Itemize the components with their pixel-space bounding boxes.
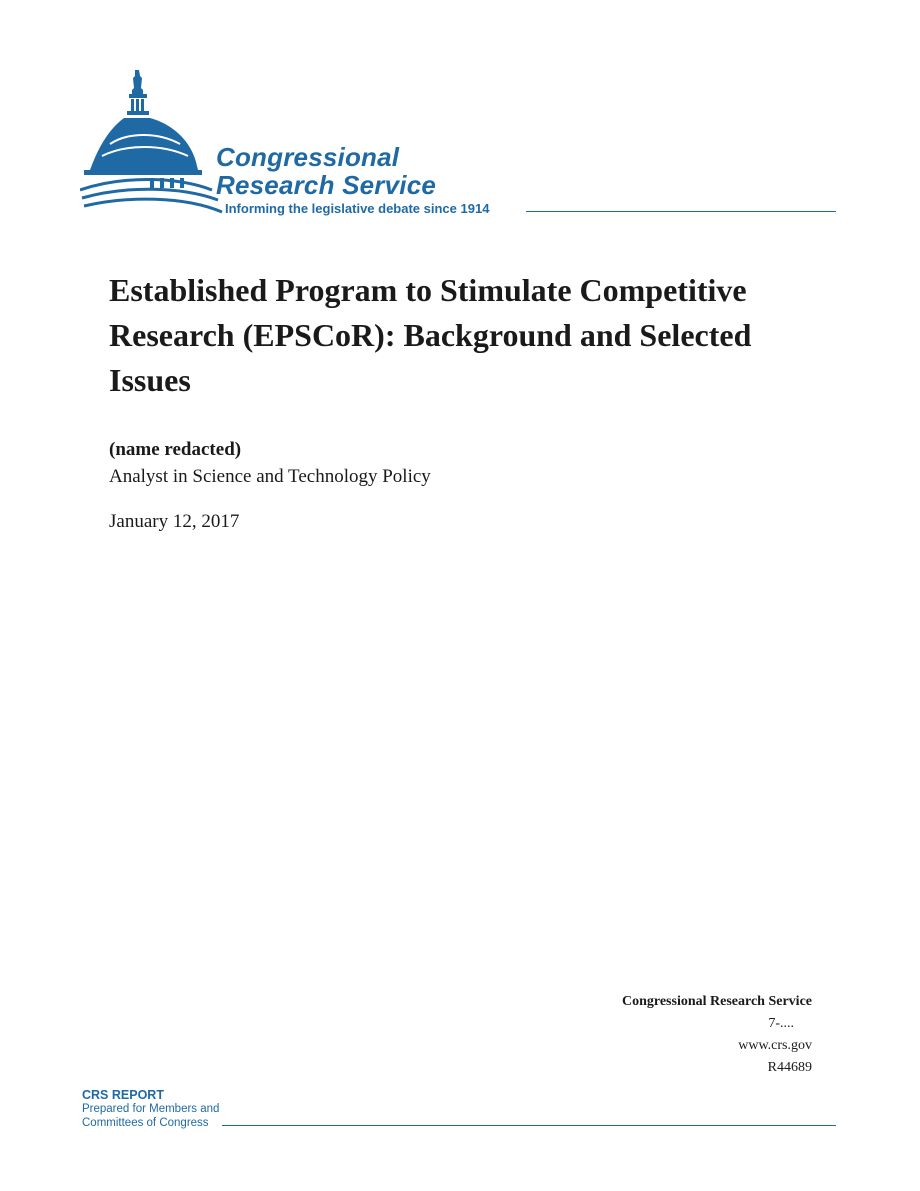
footer-line2: Committees of Congress [82,1117,209,1129]
logo-tagline: Informing the legislative debate since 1914 [225,201,490,216]
capitol-dome-icon [80,66,225,218]
author-role: Analyst in Science and Technology Policy [109,466,431,487]
footer-report-label: CRS REPORT [82,1088,164,1102]
report-number: R44689 [767,1060,812,1075]
footer-divider [222,1125,836,1126]
logo-wordmark [216,144,436,198]
publisher-info [622,991,812,1079]
logo-line2: Research Service [216,170,437,200]
author-block [109,436,431,490]
publisher-org: Congressional Research Service [621,994,812,1009]
logo-line1: Congressional [216,142,400,172]
publisher-code: 7-.... [768,1016,794,1031]
crs-logo [80,66,840,226]
author-name: (name redacted) [109,439,242,460]
header-divider [526,211,836,212]
report-title: Established Program to Stimulate Competitive Research (EPSCoR): Background and Selected Issues [109,272,752,398]
publisher-url[interactable]: www.crs.gov [738,1038,812,1053]
report-date: January 12, 2017 [109,511,240,532]
footer-line1: Prepared for Members and [82,1103,220,1115]
footer-label [82,1088,219,1130]
